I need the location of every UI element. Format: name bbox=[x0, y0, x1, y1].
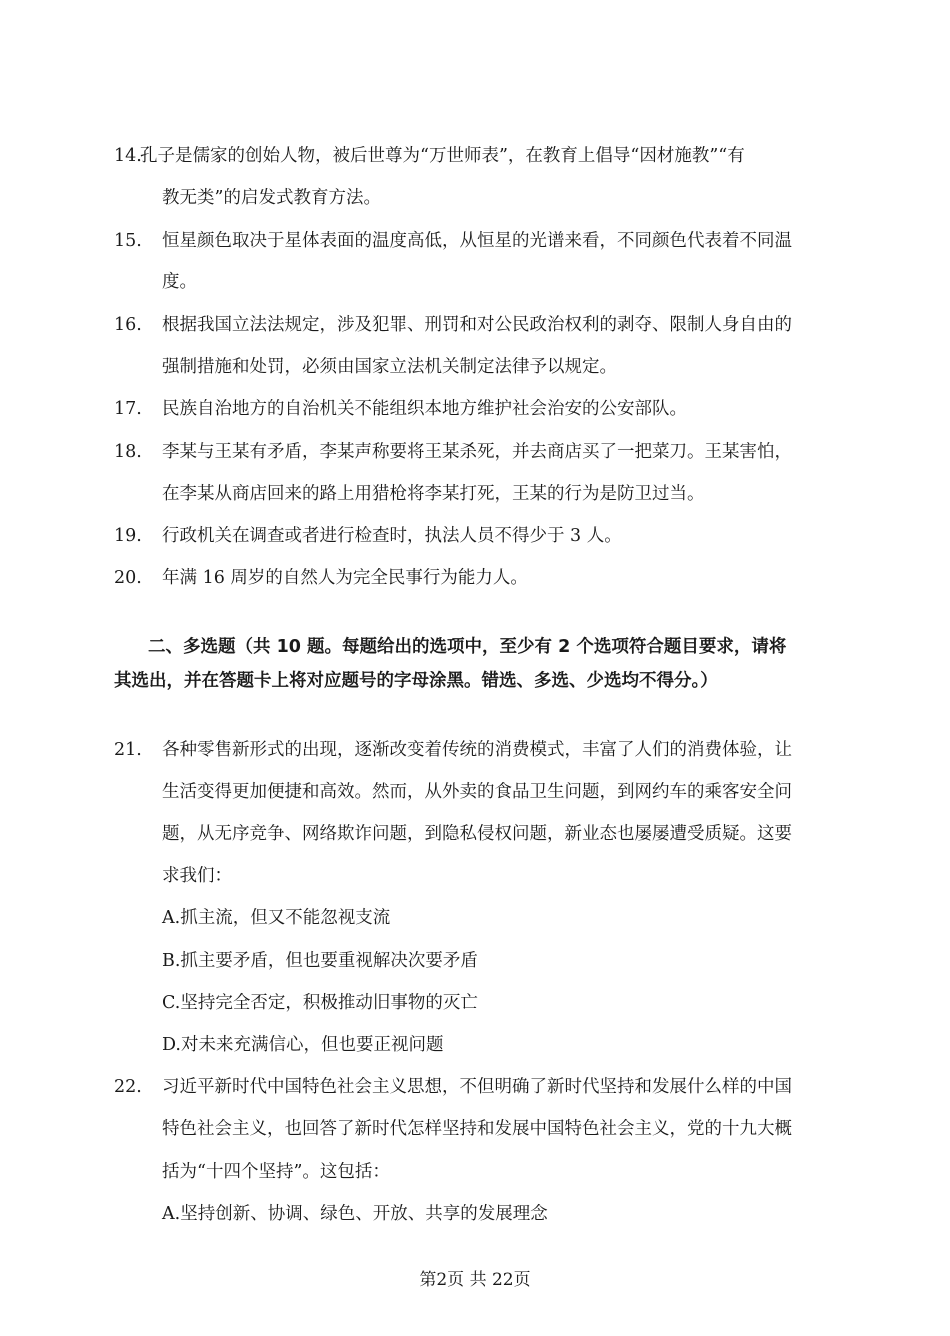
question-number: 15. bbox=[114, 231, 142, 251]
question-text: 括为“十四个坚持”。这包括： bbox=[162, 1162, 390, 1182]
question-text: 恒星颜色取决于星体表面的温度高低，从恒星的光谱来看，不同颜色代表着不同温 bbox=[162, 231, 792, 251]
question-text: 民族自治地方的自治机关不能组织本地方维护社会治安的公安部队。 bbox=[162, 399, 687, 419]
option-a: A.坚持创新、协调、绿色、开放、共享的发展理念 bbox=[162, 1204, 548, 1224]
question-number: 14. bbox=[114, 146, 142, 166]
question-text: 孔子是儒家的创始人物，被后世尊为“万世师表”，在教育上倡导“因材施教”“有 bbox=[140, 146, 745, 166]
option-b: B.抓主要矛盾，但也要重视解决次要矛盾 bbox=[162, 951, 478, 971]
question-number: 20. bbox=[114, 568, 142, 588]
question-text: 题，从无序竞争、网络欺诈问题，到隐私侵权问题，新业态也屡屡遭受质疑。这要 bbox=[162, 824, 792, 844]
page-footer: 第2页 共 22页 bbox=[419, 1270, 531, 1290]
question-number: 17. bbox=[114, 399, 142, 419]
question-text: 李某与王某有矛盾，李某声称要将王某杀死，并去商店买了一把菜刀。王某害怕， bbox=[162, 442, 792, 462]
question-text: 行政机关在调查或者进行检查时，执法人员不得少于 3 人。 bbox=[162, 526, 622, 546]
question-text: 求我们： bbox=[162, 866, 232, 886]
question-number: 18. bbox=[114, 442, 142, 462]
question-text: 根据我国立法法规定，涉及犯罪、刑罚和对公民政治权利的剥夺、限制人身自由的 bbox=[162, 315, 792, 335]
section-heading-line: 二、多选题（共 10 题。每题给出的选项中，至少有 2 个选项符合题目要求，请将 bbox=[148, 637, 787, 657]
question-text: 各种零售新形式的出现，逐渐改变着传统的消费模式，丰富了人们的消费体验，让 bbox=[162, 740, 792, 760]
option-c: C.坚持完全否定，积极推动旧事物的灭亡 bbox=[162, 993, 478, 1013]
question-text: 年满 16 周岁的自然人为完全民事行为能力人。 bbox=[162, 568, 528, 588]
question-text: 强制措施和处罚，必须由国家立法机关制定法律予以规定。 bbox=[162, 357, 617, 377]
option-d: D.对未来充满信心，但也要正视问题 bbox=[162, 1035, 444, 1055]
question-number: 19. bbox=[114, 526, 142, 546]
question-text: 习近平新时代中国特色社会主义思想，不但明确了新时代坚持和发展什么样的中国 bbox=[162, 1077, 792, 1097]
question-text: 教无类”的启发式教育方法。 bbox=[162, 188, 381, 208]
option-a: A.抓主流，但又不能忽视支流 bbox=[162, 908, 391, 928]
question-text: 生活变得更加便捷和高效。然而，从外卖的食品卫生问题，到网约车的乘客安全问 bbox=[162, 782, 792, 802]
question-text: 在李某从商店回来的路上用猎枪将李某打死，王某的行为是防卫过当。 bbox=[162, 484, 705, 504]
question-number: 22. bbox=[114, 1077, 142, 1097]
question-number: 16. bbox=[114, 315, 142, 335]
question-text: 度。 bbox=[162, 272, 197, 292]
section-heading-line: 其选出，并在答题卡上将对应题号的字母涂黑。错选、多选、少选均不得分。） bbox=[114, 671, 718, 691]
question-text: 特色社会主义，也回答了新时代怎样坚持和发展中国特色社会主义，党的十九大概 bbox=[162, 1119, 792, 1139]
question-number: 21. bbox=[114, 740, 142, 760]
